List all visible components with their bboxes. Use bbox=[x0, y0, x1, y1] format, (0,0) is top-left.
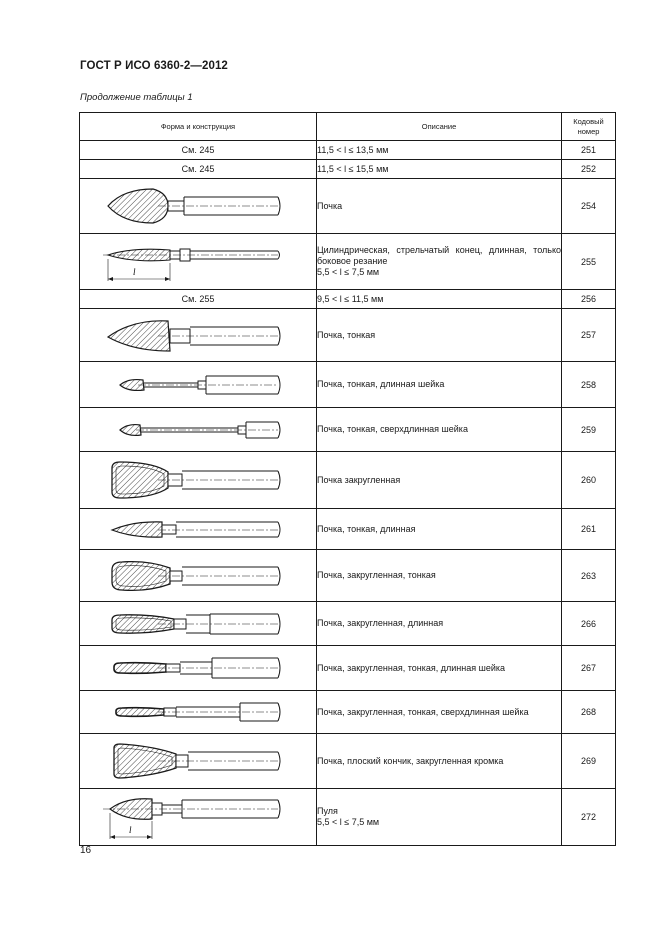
shape-figure-cell bbox=[80, 362, 317, 408]
bur-drawing bbox=[98, 604, 298, 644]
table-row bbox=[80, 550, 616, 602]
code-number: 260 bbox=[562, 452, 616, 509]
code-number: 257 bbox=[562, 309, 616, 362]
description-line: Почка, тонкая, длинная bbox=[317, 523, 416, 534]
description-line: Почка, тонкая, сверхдлинная шейка bbox=[317, 424, 468, 434]
table-row bbox=[80, 691, 616, 734]
description-cell bbox=[317, 734, 562, 789]
code-number: 263 bbox=[562, 550, 616, 602]
table-row bbox=[80, 602, 616, 646]
description-line: Почка, закругленная, тонкая bbox=[317, 570, 436, 580]
shape-figure-cell bbox=[80, 509, 317, 550]
description-line: Почка, плоский кончик, закругленная кромка bbox=[317, 755, 504, 766]
bur-drawing bbox=[98, 311, 298, 359]
description-cell bbox=[317, 509, 562, 550]
description-line: 5,5 < l ≤ 7,5 мм bbox=[317, 817, 380, 827]
description-line: Почка, тонкая, длинная шейка bbox=[317, 379, 445, 389]
bur-drawing bbox=[98, 692, 298, 732]
bur-drawing bbox=[98, 410, 298, 450]
table-row bbox=[80, 234, 616, 290]
shape-figure-cell bbox=[80, 179, 317, 234]
code-number: 267 bbox=[562, 646, 616, 691]
shape-reference: См. 255 bbox=[80, 290, 317, 309]
description-cell bbox=[317, 452, 562, 509]
description-line: Почка bbox=[317, 200, 343, 211]
code-number: 266 bbox=[562, 602, 616, 646]
code-number: 254 bbox=[562, 179, 616, 234]
table-row bbox=[80, 179, 616, 234]
bur-drawing bbox=[98, 736, 298, 786]
bur-drawing bbox=[98, 510, 298, 548]
shape-figure-cell bbox=[80, 309, 317, 362]
description-cell bbox=[317, 408, 562, 452]
col-header-code: Кодовый номер bbox=[562, 113, 616, 141]
bur-drawing bbox=[98, 454, 298, 506]
description-line: 11,5 < l ≤ 13,5 мм bbox=[317, 144, 389, 155]
shape-figure-cell bbox=[80, 234, 317, 290]
shape-reference: См. 245 bbox=[80, 141, 317, 160]
col-header-description: Описание bbox=[317, 113, 562, 141]
shape-figure-cell bbox=[80, 646, 317, 691]
bur-drawing bbox=[98, 181, 298, 231]
shape-figure-cell bbox=[80, 691, 317, 734]
description-cell bbox=[317, 362, 562, 408]
description-cell bbox=[317, 309, 562, 362]
code-number: 259 bbox=[562, 408, 616, 452]
bur-drawing bbox=[98, 552, 298, 600]
bur-drawing bbox=[98, 791, 298, 843]
instrument-table bbox=[79, 112, 616, 846]
table-row bbox=[80, 362, 616, 408]
code-number: 272 bbox=[562, 789, 616, 846]
description-cell bbox=[317, 179, 562, 234]
description-line: 5,5 < l ≤ 7,5 мм bbox=[317, 267, 380, 277]
standard-title: ГОСТ Р ИСО 6360-2—2012 bbox=[80, 60, 228, 72]
bur-drawing bbox=[98, 365, 298, 405]
table-row bbox=[80, 789, 616, 846]
table-row bbox=[80, 734, 616, 789]
col-header-shape: Форма и конструкция bbox=[80, 113, 317, 141]
code-number: 261 bbox=[562, 509, 616, 550]
description-cell bbox=[317, 550, 562, 602]
table-row bbox=[80, 452, 616, 509]
description-line: 9,5 < l ≤ 11,5 мм bbox=[317, 293, 384, 304]
table-continuation-caption: Продолжение таблицы 1 bbox=[80, 92, 193, 103]
shape-figure-cell bbox=[80, 734, 317, 789]
description-line: Цилиндрическая, стрельчатый конец, длинная, только боковое резание bbox=[317, 245, 561, 266]
table-row bbox=[80, 290, 616, 309]
shape-figure-cell bbox=[80, 789, 317, 846]
description-line: Почка закругленная bbox=[317, 474, 401, 485]
table-row bbox=[80, 141, 616, 160]
description-line: 11,5 < l ≤ 15,5 мм bbox=[317, 163, 389, 174]
code-number: 251 bbox=[562, 141, 616, 160]
code-number: 256 bbox=[562, 290, 616, 309]
dimension-label: l bbox=[133, 266, 136, 277]
description-line: Пуля bbox=[317, 806, 338, 816]
description-cell bbox=[317, 646, 562, 691]
description-cell bbox=[317, 160, 562, 179]
description-cell bbox=[317, 290, 562, 309]
description-cell bbox=[317, 141, 562, 160]
shape-reference: См. 245 bbox=[80, 160, 317, 179]
code-number: 268 bbox=[562, 691, 616, 734]
shape-figure-cell bbox=[80, 550, 317, 602]
dimension-label: l bbox=[129, 825, 132, 835]
description-line: Почка, тонкая bbox=[317, 329, 376, 340]
description-line: Почка, закругленная, длинная bbox=[317, 618, 444, 628]
description-line: Почка, закругленная, тонкая, сверхдлинная шейка bbox=[317, 706, 529, 717]
description-cell bbox=[317, 602, 562, 646]
bur-drawing bbox=[98, 648, 298, 688]
code-number: 269 bbox=[562, 734, 616, 789]
shape-figure-cell bbox=[80, 452, 317, 509]
table-row bbox=[80, 408, 616, 452]
table-row bbox=[80, 646, 616, 691]
bur-drawing bbox=[98, 237, 298, 287]
code-number: 258 bbox=[562, 362, 616, 408]
description-cell bbox=[317, 789, 562, 846]
code-number: 252 bbox=[562, 160, 616, 179]
table-row bbox=[80, 160, 616, 179]
shape-figure-cell bbox=[80, 602, 317, 646]
table-header-row bbox=[80, 113, 616, 141]
description-line: Почка, закругленная, тонкая, длинная шейка bbox=[317, 662, 505, 673]
page-number: 16 bbox=[80, 845, 92, 856]
table-row bbox=[80, 309, 616, 362]
description-cell bbox=[317, 234, 562, 290]
description-cell bbox=[317, 691, 562, 734]
code-number: 255 bbox=[562, 234, 616, 290]
shape-figure-cell bbox=[80, 408, 317, 452]
table-row bbox=[80, 509, 616, 550]
